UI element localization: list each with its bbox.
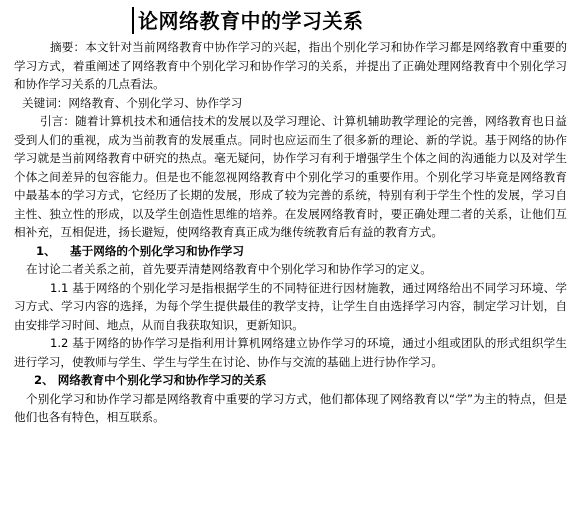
document-title[interactable]: 论网络教育中的学习关系: [138, 9, 364, 33]
section-1-1-paragraph[interactable]: 1.1 基于网络的个别化学习是指根据学生的不同特征进行因材施教，通过网络给出不同学习环境、学习方式、学习内容的选择，为每个学生提供最佳的教学支持，让学生自由选择学习内容，制定学习计划，自由安排学习时间、地点，从而自我获取知识，更新知识。: [14, 280, 567, 332]
section-2-number: 2、: [34, 373, 54, 387]
abstract-paragraph[interactable]: 摘要：本文针对当前网络教育中协作学习的兴起，指出个别化学习和协作学习都是网络教育中重要的学习方式，着重阐述了网络教育中个别化学习和协作学习的关系，并提出了正确处理网络教育中个别化学习和协作学习关系的几点看法。: [14, 40, 567, 91]
section-1-2-paragraph[interactable]: 1.2 基于网络的协作学习是指利用计算机网络建立协作学习的环境，通过小组或团队的形式组织学生进行学习，使教师与学生、学生与学生在讨论、协作与交流的基础上进行协作学习。: [14, 336, 567, 369]
introduction-paragraph[interactable]: 引言：随着计算机技术和通信技术的发展以及学习理论、计算机辅助教学理论的完善，网络教育也日益受到人们的重视，成为当前教育的发展重点。同时也应运而生了很多新的理论、新的学说。基于网络的协作学习就是当前网络教育中研究的热点。毫无疑问，协作学习有利于增强学生个体之间的沟通能力以及对学生个体之间差异的包容能力。但是也不能忽视网络教育中个别化学习的重要作用。个别化学习毕竟是网络教育中最基本的学习方式，它经历了长期的发展，形成了较为完善的系统，特别有利于学生个性的发展，学习自主性、独立性的形成，以及学生创造性思维的培养。在发展网络教育时，要正确处理二者的关系，让他们互相补充，互相促进，扬长避短，使网络教育真正成为继传统教育后有益的教育方式。: [14, 114, 567, 239]
section-2-heading-text: 网络教育中个别化学习和协作学习的关系: [57, 373, 267, 387]
section-2-heading[interactable]: [14, 371, 567, 390]
text-cursor: [132, 7, 134, 34]
section-2-paragraph[interactable]: 个别化学习和协作学习都是网络教育中重要的学习方式，他们都体现了网络教育以“学”为主的特点，但是他们也各有特色，相互联系。: [14, 391, 567, 424]
section-1-heading[interactable]: [14, 242, 567, 261]
section-1-lead[interactable]: 在讨论二者关系之前，首先要弄清楚网络教育中个别化学习和协作学习的定义。: [26, 262, 432, 276]
section-1-heading-text: 基于网络的个别化学习和协作学习: [70, 243, 244, 258]
title-row: [132, 4, 567, 38]
keywords-line[interactable]: 关键词：网络教育、个别化学习、协作学习: [22, 95, 243, 110]
section-1-number: 1、: [36, 243, 56, 258]
